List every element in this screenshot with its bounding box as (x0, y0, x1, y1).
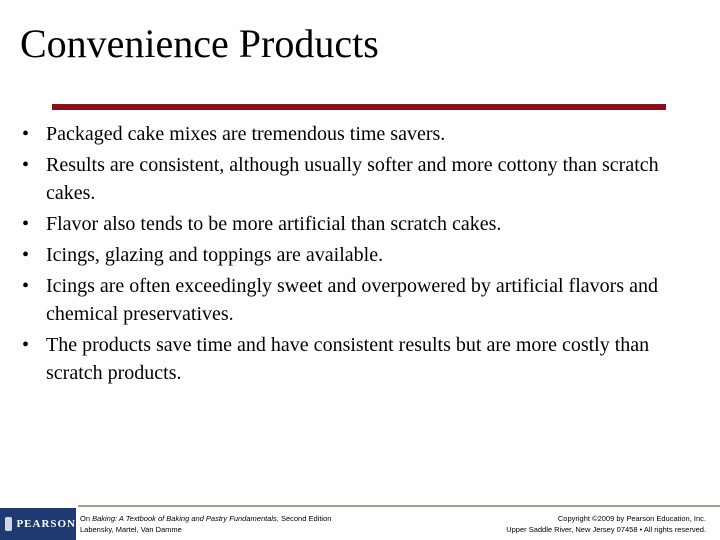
publisher-address: Upper Saddle River, New Jersey 07458 • All rights reserved. (506, 525, 706, 534)
bullet-item (22, 210, 698, 238)
footer-citation (80, 513, 331, 535)
pearson-mark-icon (5, 517, 12, 531)
bullet-text: Flavor also tends to be more artificial than scratch cakes. (46, 213, 502, 235)
book-edition: , Second Edition (276, 514, 332, 523)
logo-text: PEARSON (16, 518, 76, 530)
bullet-item (22, 151, 698, 207)
bullet-item (22, 120, 698, 148)
footer-copyright (506, 513, 706, 535)
bullet-item (22, 241, 698, 269)
bullet-symbol: • (22, 123, 30, 145)
book-title: Baking: A Textbook of Baking and Pastry Fundamentals (92, 514, 277, 523)
book-authors: Labensky, Martel, Van Damme (80, 525, 182, 534)
footer-divider (78, 505, 720, 507)
bullet-symbol: • (22, 244, 30, 266)
bullet-symbol: • (22, 334, 30, 356)
bullet-item (22, 331, 698, 387)
bullet-list (22, 120, 698, 390)
bullet-text: Results are consistent, although usually softer and more cottony than scratch cakes. (46, 154, 659, 204)
bullet-item (22, 272, 698, 328)
bullet-text: The products save time and have consistent results but are more costly than scratch products. (46, 334, 650, 384)
title-underline (52, 104, 666, 110)
bullet-symbol: • (22, 275, 30, 297)
page-title: Convenience Products (20, 21, 379, 66)
bullet-text: Packaged cake mixes are tremendous time savers. (46, 123, 446, 145)
book-prefix: On (80, 514, 93, 523)
bullet-text: Icings, glazing and toppings are available. (46, 244, 384, 266)
bullet-symbol: • (22, 154, 30, 176)
book-citation (80, 513, 331, 524)
bullet-text: Icings are often exceedingly sweet and overpowered by artificial flavors and chemical preservatives. (46, 275, 658, 325)
copyright-text: Copyright ©2009 by Pearson Education, Inc. (557, 514, 706, 523)
pearson-logo (0, 508, 76, 540)
bullet-symbol: • (22, 213, 30, 235)
